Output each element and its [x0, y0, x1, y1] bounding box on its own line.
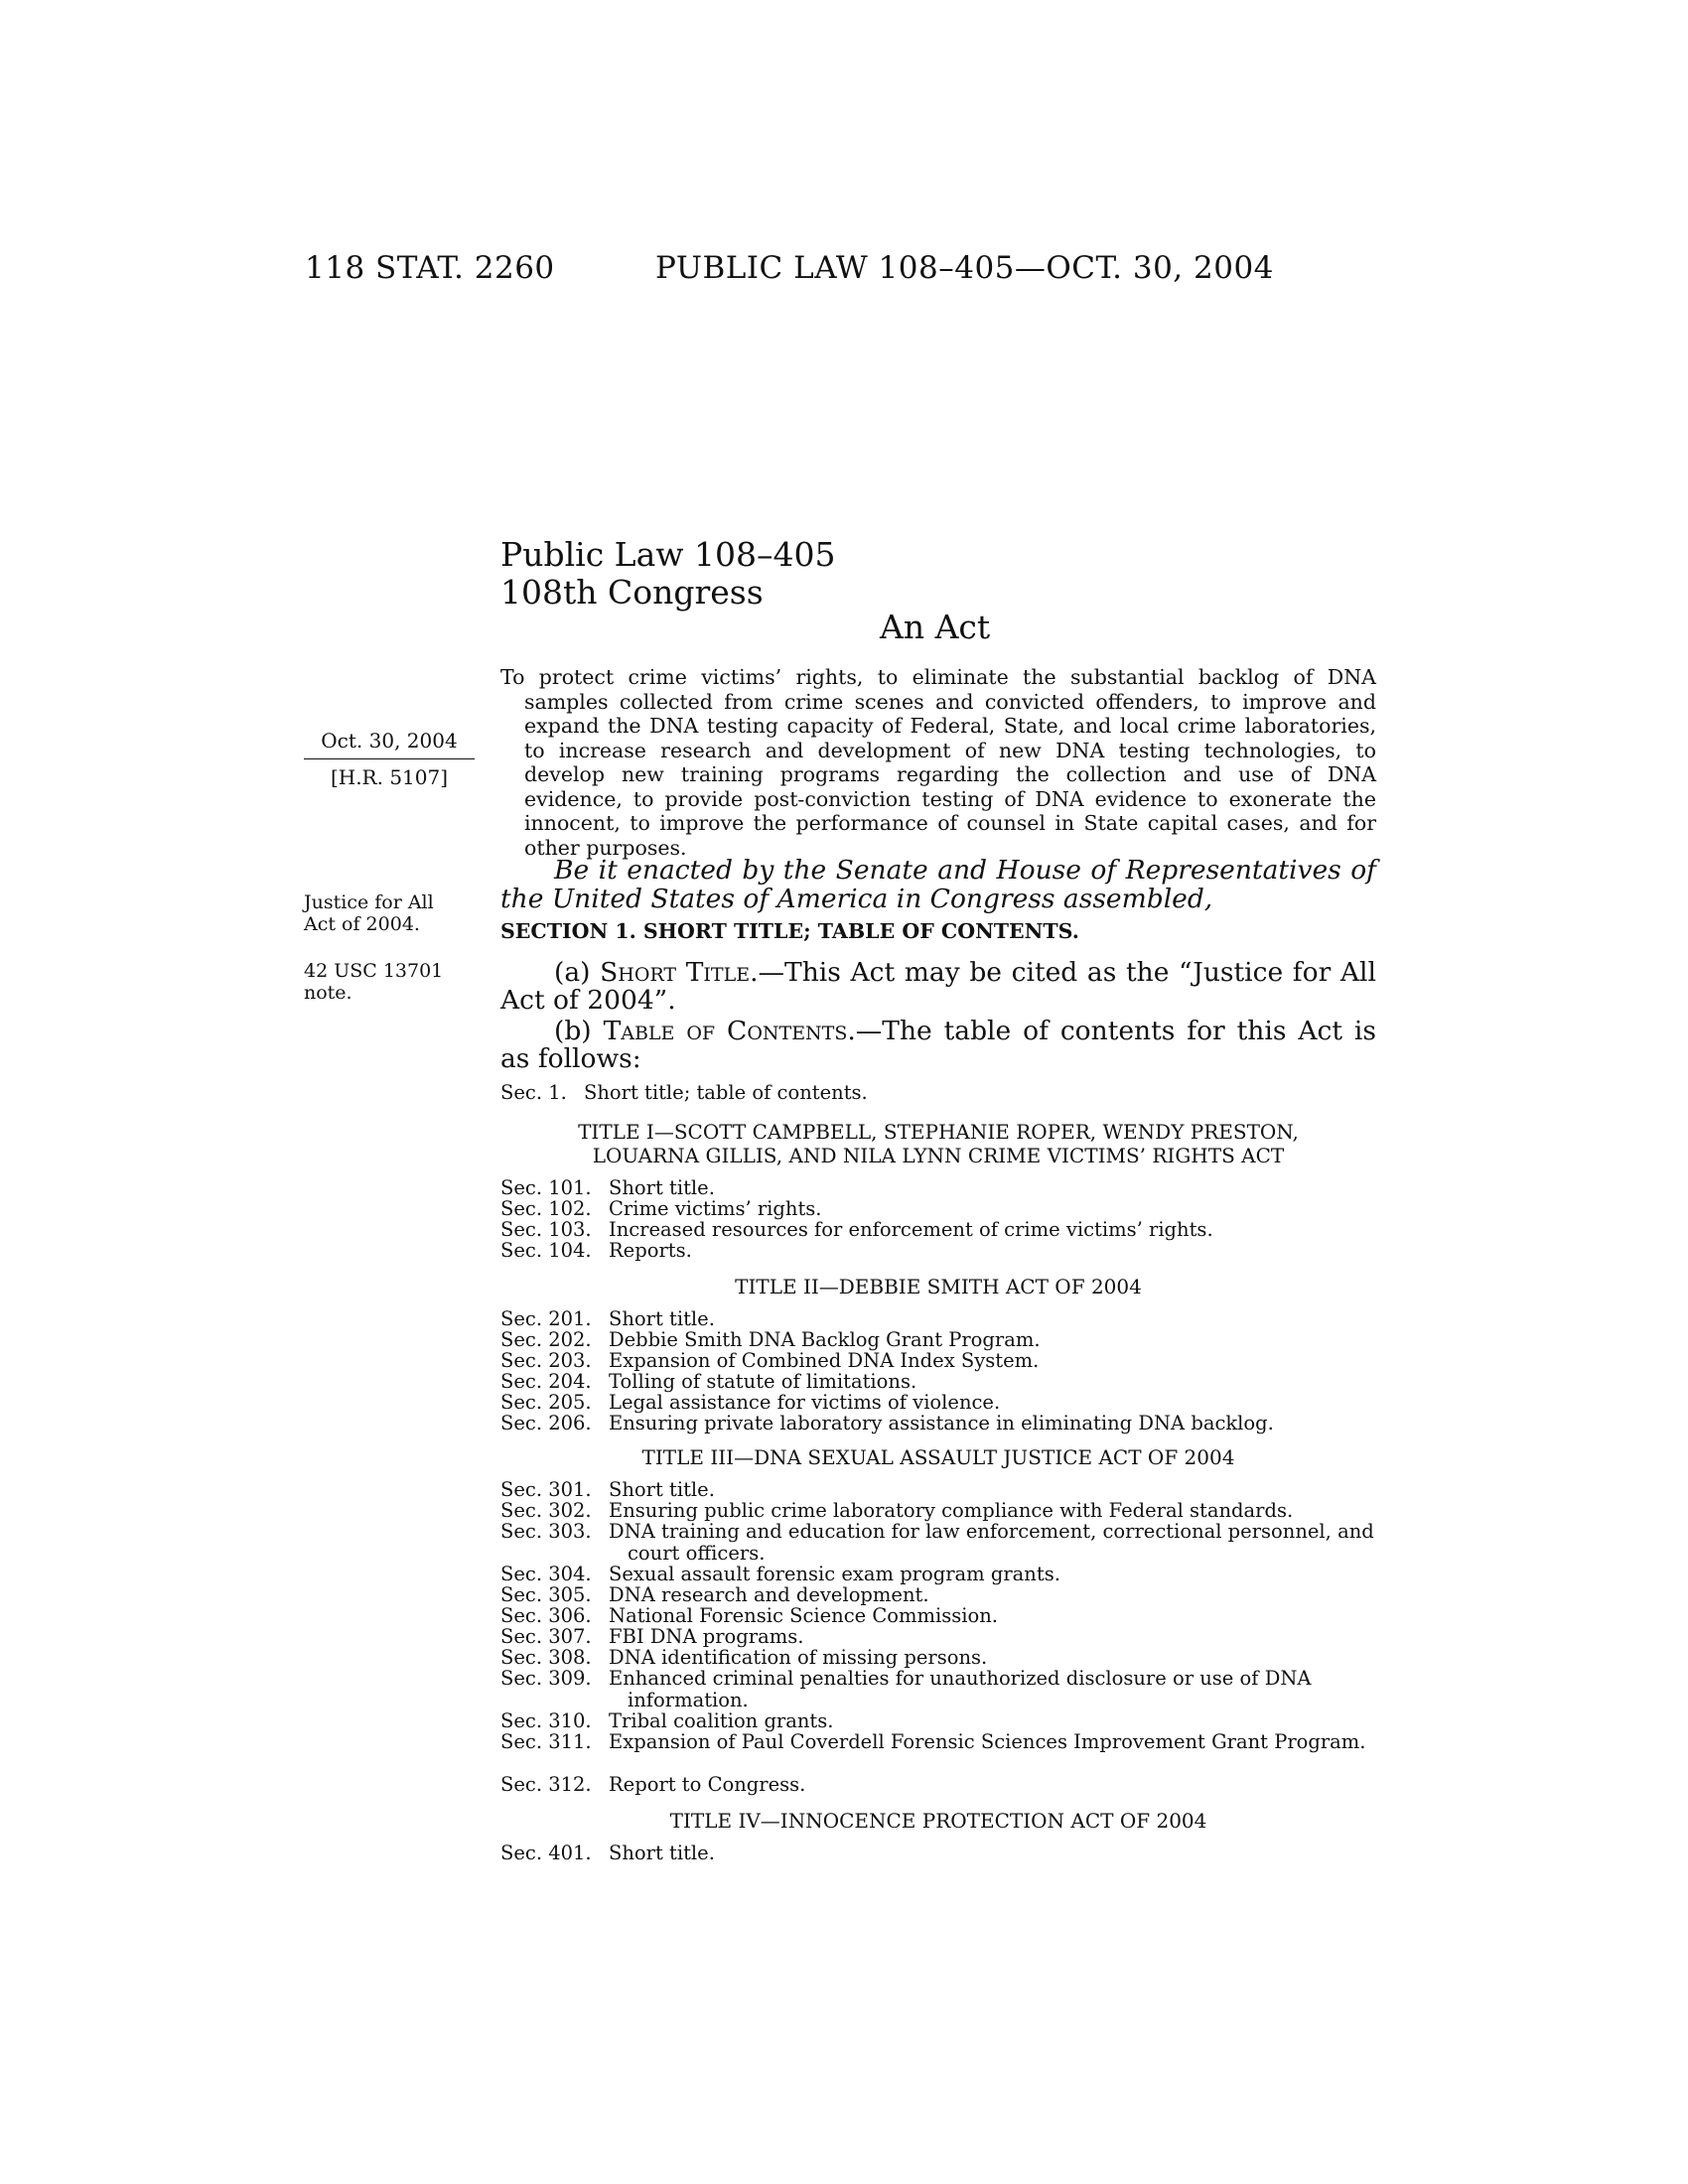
public-law-title	[500, 536, 835, 612]
toc-section-number: Sec. 306.	[500, 1604, 592, 1627]
toc-section-title: Short title; table of contents.	[584, 1081, 868, 1104]
paragraph-label: (b)	[554, 1016, 604, 1046]
margin-note-short-title	[304, 891, 434, 935]
toc-section-title: Crime victims’ rights.	[609, 1197, 822, 1220]
toc-section-title: Expansion of Combined DNA Index System.	[609, 1349, 1040, 1372]
paragraph-table-of-contents	[500, 1018, 1376, 1073]
toc-section-title: Reports.	[609, 1239, 692, 1262]
toc-entry	[500, 1219, 1376, 1241]
toc-section-title: Increased resources for enforcement of crime victims’ rights.	[609, 1218, 1213, 1241]
paragraph-text: .—This Act may be cited as the “Justice for All Act of 2004”.	[500, 957, 1376, 1016]
toc-entry	[500, 1605, 1376, 1627]
toc-section-number: Sec. 103.	[500, 1218, 592, 1241]
toc-section-title: FBI DNA programs.	[609, 1625, 804, 1648]
page-header-stat: 118 STAT. 2260	[305, 250, 555, 286]
toc-entry	[500, 1350, 1376, 1372]
toc-title-1-heading-line-2: LOUARNA GILLIS, AND NILA LYNN CRIME VICTIMS’ RIGHTS ACT	[592, 1144, 1285, 1167]
toc-section-title: Sexual assault forensic exam program grants.	[609, 1563, 1060, 1585]
toc-entry	[500, 1843, 1376, 1864]
toc-section-number: Sec. 401.	[500, 1842, 592, 1864]
toc-entry	[500, 1647, 1376, 1669]
enactment-date: Oct. 30, 2004	[304, 729, 475, 759]
toc-section-title: DNA training and education for law enforcement, correctional personnel, and court officers.	[609, 1520, 1374, 1565]
toc-section-title: Short title.	[609, 1176, 715, 1199]
toc-section-title: Tribal coalition grants.	[609, 1709, 834, 1732]
enacting-clause: Be it enacted by the Senate and House of Representatives of the United States of America in Congress assembled,	[500, 855, 1376, 914]
toc-section-title: Ensuring public crime laboratory compliance with Federal standards.	[609, 1499, 1294, 1522]
toc-section-number: Sec. 205.	[500, 1391, 592, 1414]
act-heading: An Act	[880, 608, 991, 646]
toc-section-number: Sec. 305.	[500, 1583, 592, 1606]
toc-section-number: Sec. 206.	[500, 1412, 592, 1434]
toc-title-4-heading: TITLE IV—INNOCENCE PROTECTION ACT OF 2004	[669, 1809, 1207, 1833]
margin-note-line: Justice for All	[304, 891, 434, 913]
toc-section-title: Ensuring private laboratory assistance in eliminating DNA backlog.	[609, 1412, 1274, 1434]
toc-entry	[500, 1521, 1376, 1564]
section-1-heading: SECTION 1. SHORT TITLE; TABLE OF CONTENTS.	[500, 919, 1079, 943]
toc-section-title: Expansion of Paul Coverdell Forensic Sciences Improvement Grant Program.	[609, 1730, 1366, 1753]
public-law-number: Public Law 108–405	[500, 535, 836, 574]
toc-entry	[500, 1626, 1376, 1648]
paragraph-caption: Table of Contents	[603, 1016, 848, 1046]
margin-note-line: note.	[304, 982, 352, 1004]
enactment-date-block	[304, 729, 475, 789]
toc-section-number: Sec. 308.	[500, 1646, 592, 1669]
toc-title-2-heading: TITLE II—DEBBIE SMITH ACT OF 2004	[735, 1275, 1142, 1298]
paragraph-text: .—The table of contents for this Act is as follows:	[500, 1016, 1376, 1074]
bill-number: [H.R. 5107]	[330, 765, 449, 789]
toc-entry	[500, 1198, 1376, 1220]
toc-section-number: Sec. 304.	[500, 1563, 592, 1585]
toc-section-title: Short title.	[609, 1478, 715, 1501]
toc-section-number: Sec. 1.	[500, 1081, 567, 1104]
toc-entry	[500, 1308, 1376, 1330]
toc-section-number: Sec. 203.	[500, 1349, 592, 1372]
paragraph-caption: Short Title	[600, 957, 751, 988]
toc-section-title: Report to Congress.	[609, 1773, 806, 1796]
toc-entry	[500, 1774, 1376, 1796]
toc-entry	[500, 1392, 1376, 1414]
toc-section-number: Sec. 202.	[500, 1328, 592, 1351]
toc-section-number: Sec. 301.	[500, 1478, 592, 1501]
toc-entry	[500, 1584, 1376, 1606]
toc-entry	[500, 1371, 1376, 1393]
toc-section-number: Sec. 312.	[500, 1773, 592, 1796]
toc-entry	[500, 1082, 1376, 1104]
toc-section-number: Sec. 204.	[500, 1370, 592, 1393]
toc-section-number: Sec. 102.	[500, 1197, 592, 1220]
toc-entry	[500, 1479, 1376, 1501]
toc-entry	[500, 1710, 1376, 1732]
toc-section-number: Sec. 309.	[500, 1667, 592, 1690]
toc-section-number: Sec. 101.	[500, 1176, 592, 1199]
toc-entry	[500, 1240, 1376, 1262]
toc-section-number: Sec. 303.	[500, 1520, 592, 1543]
toc-entry	[500, 1413, 1376, 1434]
margin-note-line: 42 USC 13701	[304, 960, 444, 982]
margin-note-usc	[304, 960, 443, 1004]
margin-note-line: Act of 2004.	[304, 913, 420, 935]
long-title-purpose: To protect crime victims’ rights, to eliminate the substantial backlog of DNA samples collected from crime scenes and convicted offenders, to improve and expand the DNA testing capacity of Federal, State, and local crime laboratories, to increase research and development of new DNA testing technologies, to develop new training programs regarding the collection and use of DNA evidence, to provide post-conviction testing of DNA evidence to exonerate the innocent, to improve the performance of counsel in State capital cases, and for other purposes.	[500, 665, 1376, 860]
toc-entry	[500, 1329, 1376, 1351]
toc-section-title: Legal assistance for victims of violence.	[609, 1391, 1001, 1414]
toc-entry	[500, 1564, 1376, 1585]
page-header-law: PUBLIC LAW 108–405—OCT. 30, 2004	[655, 250, 1274, 286]
toc-section-title: Debbie Smith DNA Backlog Grant Program.	[609, 1328, 1041, 1351]
toc-entry	[500, 1500, 1376, 1522]
toc-entry	[500, 1731, 1376, 1753]
toc-section-number: Sec. 307.	[500, 1625, 592, 1648]
paragraph-short-title	[500, 959, 1376, 1015]
toc-title-3-heading: TITLE III—DNA SEXUAL ASSAULT JUSTICE ACT OF 2004	[641, 1445, 1235, 1469]
toc-entry	[500, 1177, 1376, 1199]
toc-section-number: Sec. 104.	[500, 1239, 592, 1262]
toc-section-title: DNA research and development.	[609, 1583, 929, 1606]
toc-title-1-heading-line-1: TITLE I—SCOTT CAMPBELL, STEPHANIE ROPER, WENDY PRESTON,	[578, 1120, 1299, 1144]
congress-number: 108th Congress	[500, 573, 764, 612]
toc-entry	[500, 1668, 1376, 1710]
toc-section-number: Sec. 201.	[500, 1307, 592, 1330]
toc-section-title: DNA identification of missing persons.	[609, 1646, 988, 1669]
toc-section-title: Short title.	[609, 1842, 715, 1864]
toc-section-title: National Forensic Science Commission.	[609, 1604, 999, 1627]
toc-section-title: Enhanced criminal penalties for unauthorized disclosure or use of DNA information.	[609, 1667, 1312, 1711]
toc-section-number: Sec. 311.	[500, 1730, 592, 1753]
toc-section-title: Short title.	[609, 1307, 715, 1330]
toc-section-number: Sec. 310.	[500, 1709, 592, 1732]
toc-section-number: Sec. 302.	[500, 1499, 592, 1522]
paragraph-label: (a)	[554, 957, 601, 988]
toc-section-title: Tolling of statute of limitations.	[609, 1370, 917, 1393]
